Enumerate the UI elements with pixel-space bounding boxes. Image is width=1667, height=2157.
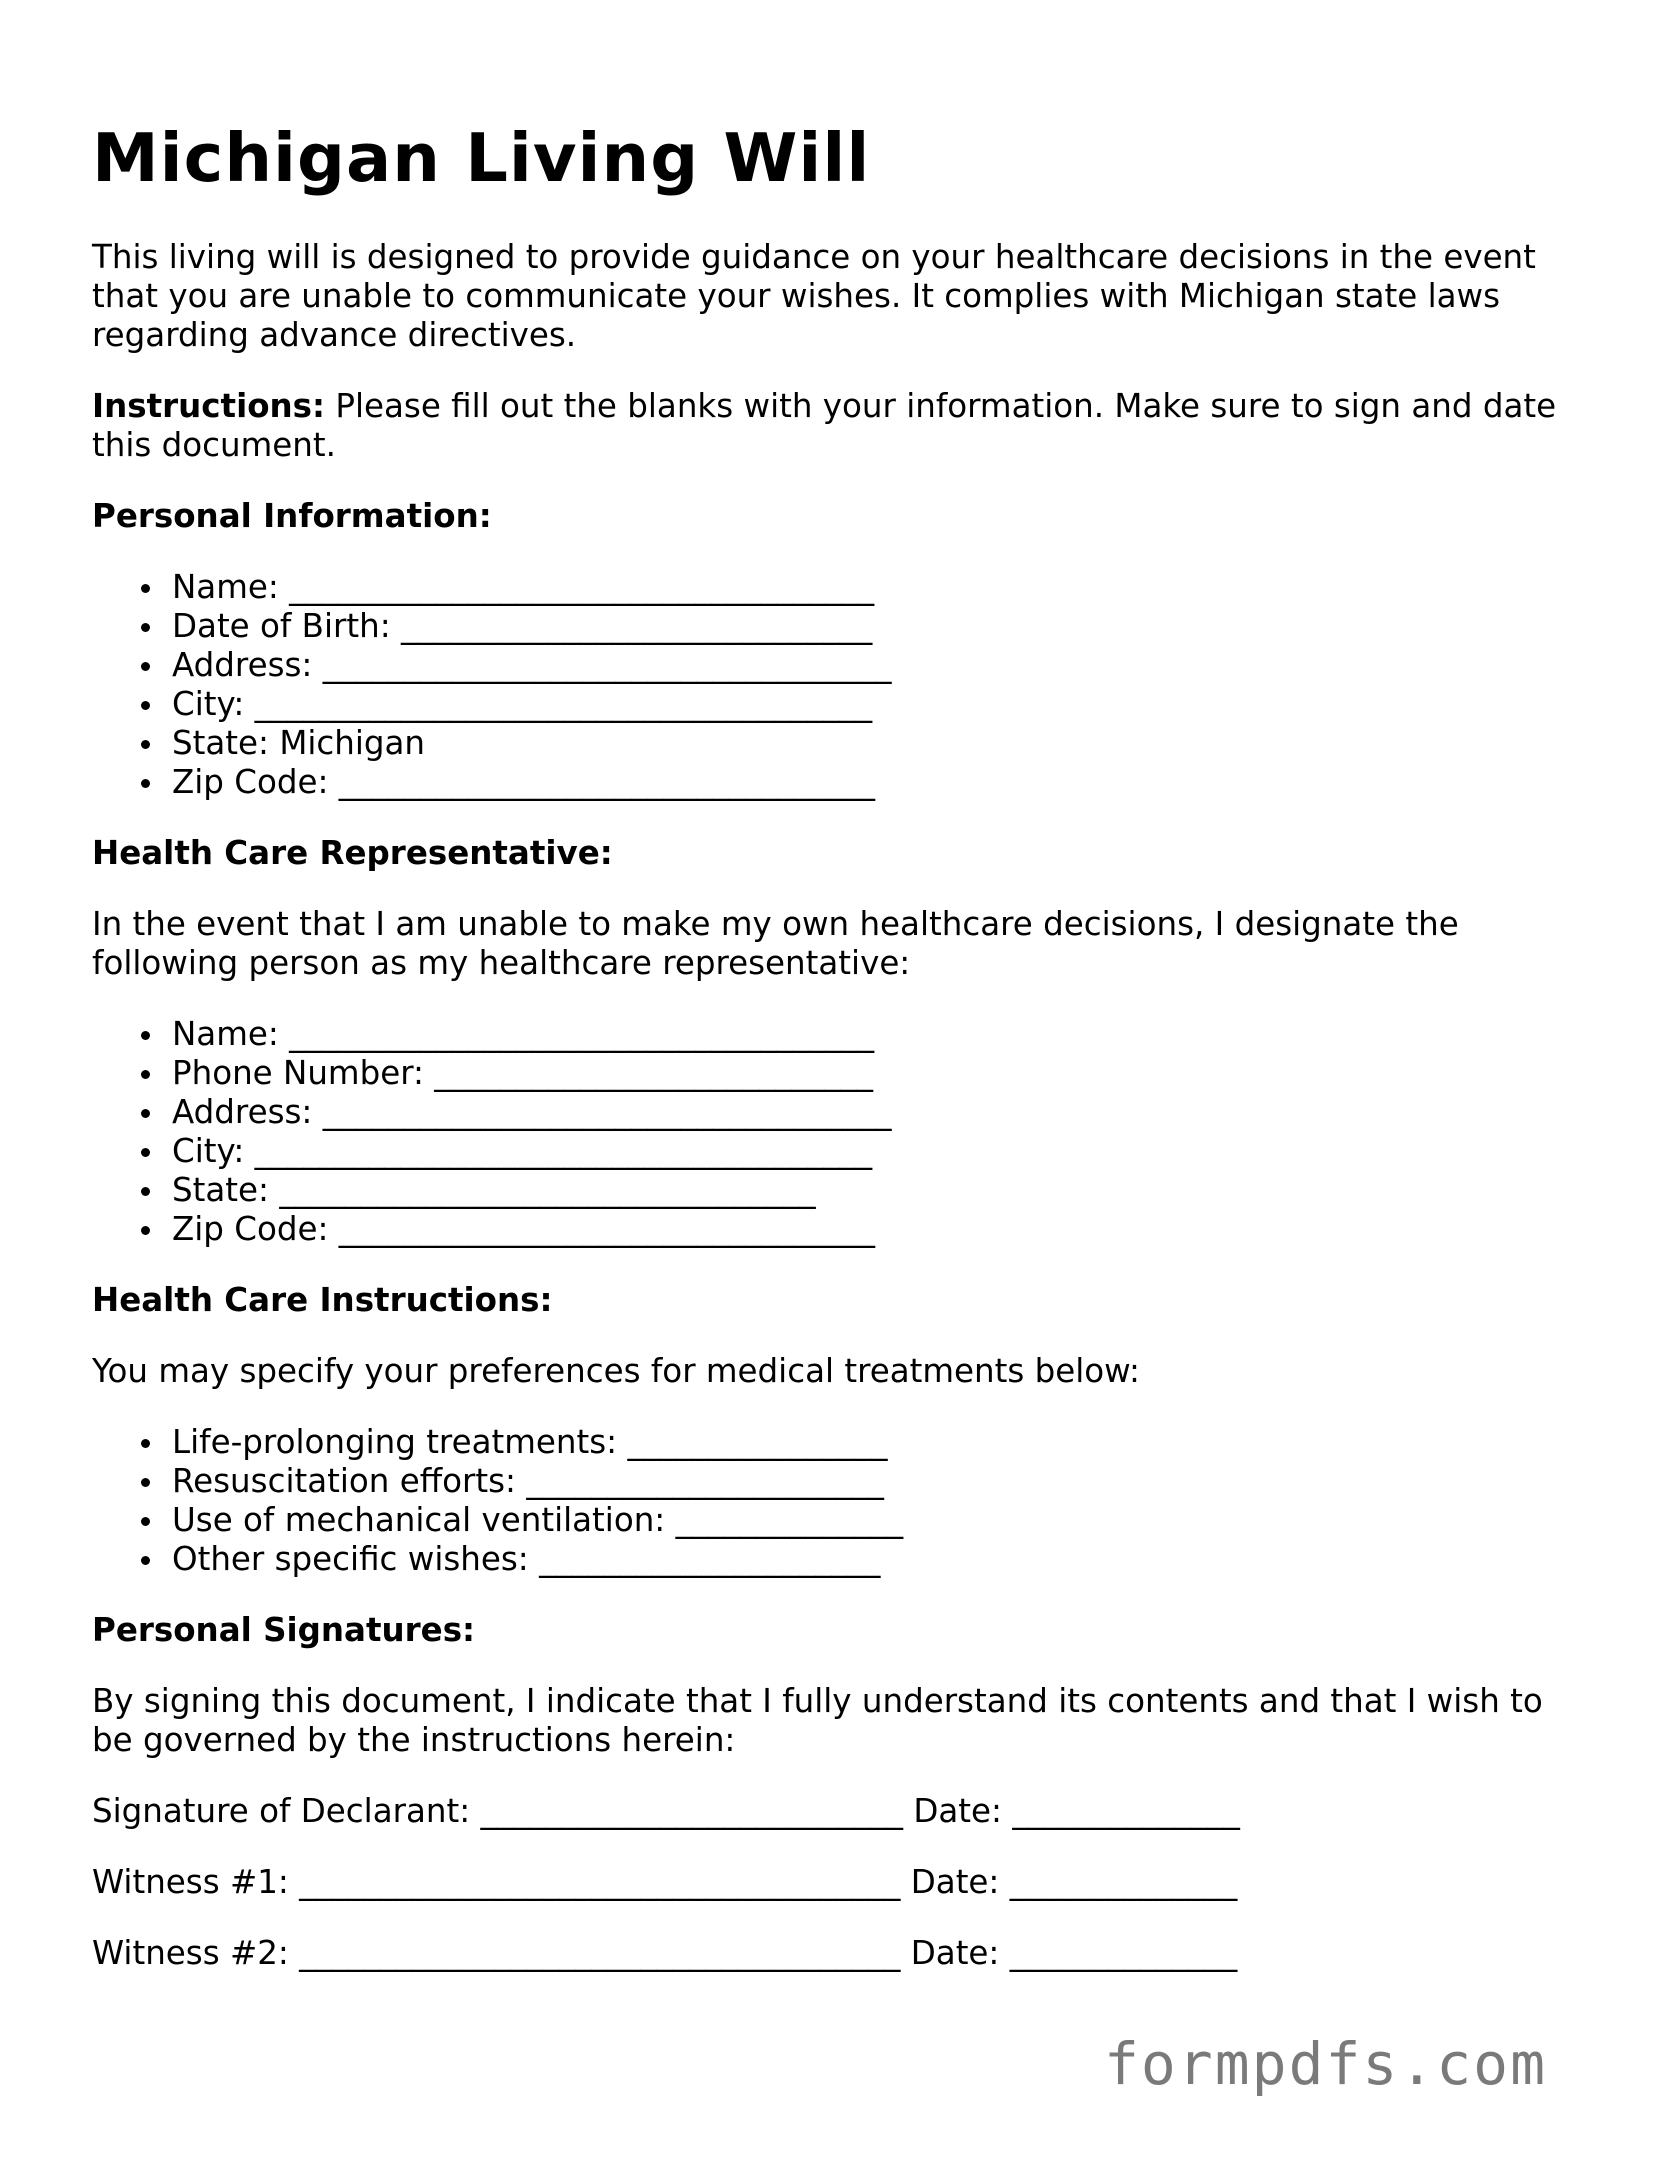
life-prolonging-field[interactable] <box>172 1423 1582 1462</box>
signatures-heading: Personal Signatures: <box>92 1611 476 1649</box>
rep-phone-field[interactable] <box>172 1054 1582 1093</box>
instructions-paragraph <box>92 387 1582 465</box>
rep-zip-field[interactable] <box>172 1210 1582 1249</box>
ventilation-field[interactable] <box>172 1501 1582 1540</box>
field-blank[interactable]: ___________________________________ <box>322 646 892 684</box>
care-instructions-heading: Health Care Instructions: <box>92 1281 553 1319</box>
field-blank[interactable]: _________________________________ <box>338 763 875 801</box>
personal-dob-field[interactable] <box>172 607 1582 646</box>
personal-info-list <box>92 568 1582 802</box>
personal-zip-field[interactable] <box>172 763 1582 802</box>
rep-address-field[interactable] <box>172 1093 1582 1132</box>
field-blank[interactable]: ____________________________________ <box>289 568 875 606</box>
field-blank[interactable]: ______________ <box>675 1501 904 1539</box>
field-blank[interactable]: _________________________________ <box>338 1210 875 1248</box>
signature-blank[interactable]: __________________________ <box>480 1792 904 1830</box>
personal-address-field[interactable] <box>172 646 1582 685</box>
field-blank[interactable]: ______________________________________ <box>254 1132 873 1170</box>
other-wishes-field[interactable] <box>172 1540 1582 1579</box>
field-blank[interactable]: _____________________________ <box>400 607 873 645</box>
witness-1-signature-line[interactable] <box>92 1863 1582 1902</box>
personal-name-field[interactable] <box>172 568 1582 607</box>
field-blank[interactable]: ______________________________________ <box>254 685 873 723</box>
signature-blank[interactable]: _____________________________________ <box>299 1934 901 1972</box>
field-value: Michigan <box>279 724 426 762</box>
field-label: Name: <box>172 1015 290 1053</box>
rep-city-field[interactable] <box>172 1132 1582 1171</box>
representative-list <box>92 1015 1582 1249</box>
rep-state-field[interactable] <box>172 1171 1582 1210</box>
field-label: City: <box>172 685 255 723</box>
field-label: Zip Code: <box>172 763 339 801</box>
field-blank[interactable]: ____________________________________ <box>289 1015 875 1053</box>
personal-info-heading: Personal Information: <box>92 497 492 535</box>
instructions-label: Instructions: <box>92 387 326 425</box>
field-blank[interactable]: _____________________ <box>539 1540 881 1578</box>
document-body <box>92 238 1582 2005</box>
field-blank[interactable]: _________________________________ <box>279 1171 816 1209</box>
signature-label: Witness #2: <box>92 1934 300 1972</box>
declarant-signature-line[interactable] <box>92 1792 1582 1831</box>
field-blank[interactable]: ___________________________________ <box>322 1093 892 1131</box>
field-label: Phone Number: <box>172 1054 435 1092</box>
watermark-text: formpdfs.com <box>1103 2030 1547 2098</box>
date-label: Date: <box>903 1792 1013 1830</box>
date-label: Date: <box>900 1934 1010 1972</box>
witness-2-signature-line[interactable] <box>92 1934 1582 1973</box>
field-label: Zip Code: <box>172 1210 339 1248</box>
personal-state-field <box>172 724 1582 763</box>
signature-blank[interactable]: _____________________________________ <box>299 1863 901 1901</box>
resuscitation-field[interactable] <box>172 1462 1582 1501</box>
representative-paragraph: In the event that I am unable to make my own healthcare decisions, I designate the following person as my healthcare representative: <box>92 905 1459 982</box>
date-blank[interactable]: ______________ <box>1009 1934 1238 1972</box>
instructions-text: Please fill out the blanks with your information. Make sure to sign and date this document. <box>92 387 1557 464</box>
field-label: City: <box>172 1132 255 1170</box>
field-blank[interactable]: ______________________ <box>526 1462 884 1500</box>
field-blank[interactable]: ________________ <box>627 1423 888 1461</box>
field-label: Date of Birth: <box>172 607 401 645</box>
date-label: Date: <box>900 1863 1010 1901</box>
field-label: Address: <box>172 1093 323 1131</box>
intro-paragraph: This living will is designed to provide guidance on your healthcare decisions in the event that you are unable to communicate your wishes. It complies with Michigan state laws regarding advance directives. <box>92 238 1536 354</box>
rep-name-field[interactable] <box>172 1015 1582 1054</box>
field-label: State: <box>172 724 280 762</box>
representative-heading: Health Care Representative: <box>92 834 613 872</box>
date-blank[interactable]: ______________ <box>1009 1863 1238 1901</box>
field-blank[interactable]: ___________________________ <box>434 1054 874 1092</box>
page-title: Michigan Living Will <box>92 119 871 197</box>
field-label: Life-prolonging treatments: <box>172 1423 628 1461</box>
signature-label: Signature of Declarant: <box>92 1792 481 1830</box>
signatures-paragraph: By signing this document, I indicate that I fully understand its contents and that I wish to be governed by the instructions herein: <box>92 1682 1543 1759</box>
field-label: Other specific wishes: <box>172 1540 540 1578</box>
care-instructions-paragraph: You may specify your preferences for medical treatments below: <box>92 1352 1140 1390</box>
field-label: Resuscitation efforts: <box>172 1462 527 1500</box>
field-label: State: <box>172 1171 280 1209</box>
signature-label: Witness #1: <box>92 1863 300 1901</box>
personal-city-field[interactable] <box>172 685 1582 724</box>
field-label: Address: <box>172 646 323 684</box>
field-label: Name: <box>172 568 290 606</box>
field-label: Use of mechanical ventilation: <box>172 1501 676 1539</box>
care-instructions-list <box>92 1423 1582 1579</box>
date-blank[interactable]: ______________ <box>1012 1792 1240 1830</box>
